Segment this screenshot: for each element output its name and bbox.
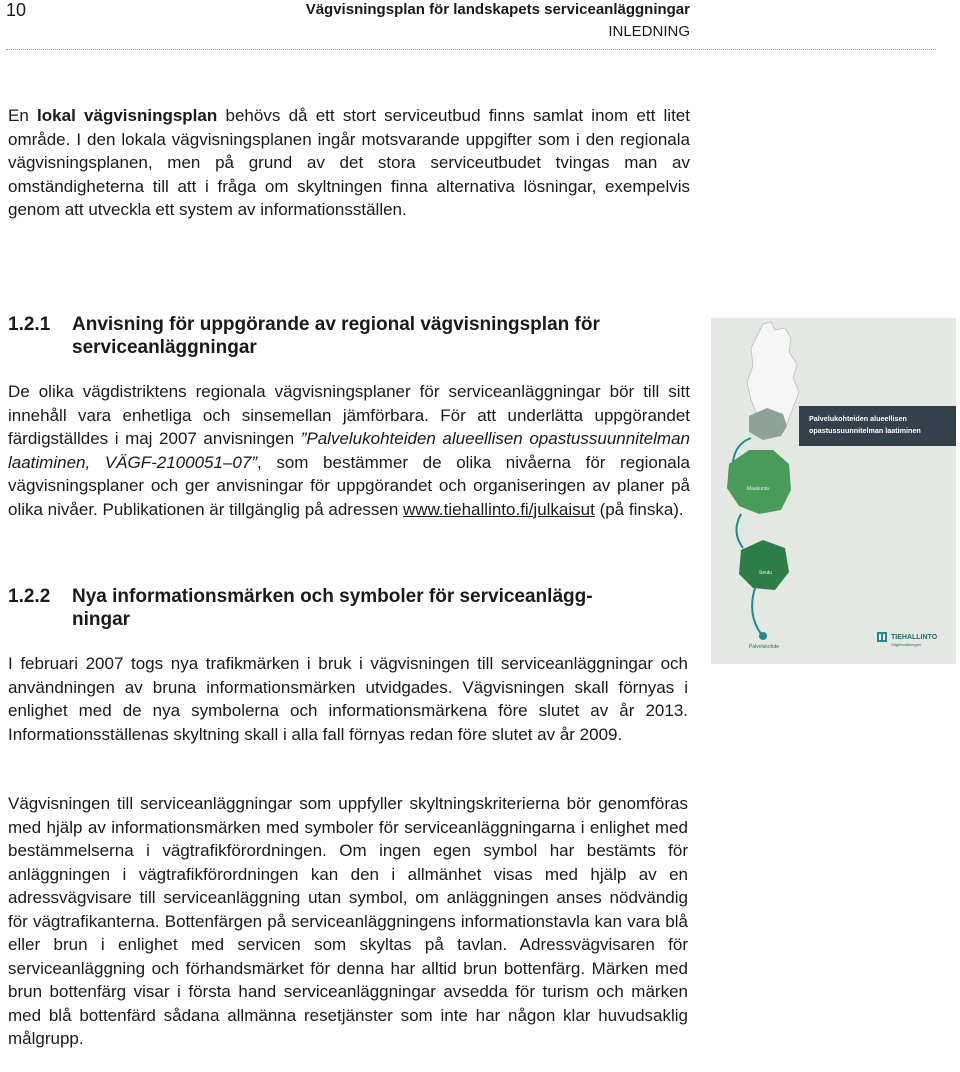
publication-title: ”Palvelukohteiden alueellisen opastussuunnitelman laatiminen, VÄGF-2100051–07” <box>8 429 690 472</box>
cover-title-line1: Palvelukohteiden alueellisen <box>809 414 907 423</box>
section-122-number: 1.2.2 <box>8 586 51 607</box>
section-121-title-line2: serviceanläggningar <box>72 337 257 358</box>
map-label-maakunta: Maakunta <box>747 486 769 492</box>
section-121-title-line1: Anvisning för uppgörande av regional vägvisningsplan för <box>72 314 600 335</box>
logo-subtext: Vägförvaltningen <box>891 642 922 647</box>
logo-text: TIEHALLINTO <box>891 634 938 641</box>
intro-paragraph <box>8 104 690 222</box>
section-121-number: 1.2.1 <box>8 314 51 335</box>
publication-cover-image <box>711 318 956 664</box>
section-121-paragraph <box>8 380 690 521</box>
section-121-text-mid: , som bestämmer de olika nivåerna för regionala vägvisningsplaner och ger anvisningar för uppgörandet och organiseringen av planer på olika nivåer. Publikationen är tillgänglig på adressen <box>8 452 690 519</box>
cover-title-line2: opastussuunnitelman laatiminen <box>809 426 921 435</box>
section-122-paragraph-1: I februari 2007 togs nya trafikmärken i bruk i vägvisningen till serviceanläggningar och användningen av bruna informationsmärken utvidgades. Vägvisningen skall förnyas i enlighet med de nya symbolerna och informationsmärkena före slutet av år 2013. Informationsställenas skyltning skall i alla fall förnyas redan före slutet av år 2009. <box>8 654 688 744</box>
cover-illustration <box>711 318 956 664</box>
section-122-title-line1: Nya informationsmärken och symboler för serviceanlägg- <box>72 586 593 607</box>
intro-bold-term: lokal vägvisningsplan <box>37 106 218 125</box>
section-121-text-pre: De olika vägdistriktens regionala vägvisningsplaner för serviceanläggningar bör till sitt innehåll vara enhetliga och sinsemellan jämförbara. För att underlätta uppgörandet färdigställdes i maj 2007 anvisningen <box>8 382 690 448</box>
running-header-section: INLEDNING <box>608 23 690 40</box>
map-label-seutu: Seutu <box>759 570 773 576</box>
section-121-heading <box>8 313 698 359</box>
section-122-heading <box>8 585 698 631</box>
page-number: 10 <box>6 0 27 20</box>
map-label-palvelukohde: Palvelukohde <box>749 644 780 650</box>
section-121-text-post: (på finska). <box>594 499 684 519</box>
intro-text-post: behövs då ett stort serviceutbud finns samlat inom ett litet område. I den lokala vägvisningsplanen ingår motsvarande uppgifter som i den regionala vägvisningsplanen, men på grund av det stora serviceutbudet tvingas man av omständigheterna till att i fråga om skyltningen finna alternativa lösningar, exempelvis genom att utveckla ett system av informationsställen. <box>8 106 690 219</box>
section-122-paragraph-2: Vägvisningen till serviceanläggningar som uppfyller skyltningskriterierna bör genomföras med hjälp av informationsmärken med symboler för serviceanläggningarna i enlighet med bestämmelserna i vägtrafikförordningen. Om ingen egen symbol har bestämts för anläggningen i vägtrafikförordningen kan den i allmänhet visas med hjälp av en adressvägvisare till serviceanläggning utan symbol, om anläggningen anses nödvändig för vägtrafikanterna. Bottenfärgen på serviceanläggningens informationstavla kan vara blå eller brun i enlighet med servicen som skyltas på tavlan. Adressvägvisaren för serviceanläggning och förhandsmärket för denna har alltid brun bottenfärg. Märken med brun bottenfärg visar i första hand serviceanläggningar avsedda för turism och märken med blå bottenfärd sådana allmänna resetjänster som inte har någon klar huvudsaklig målgrupp. <box>8 794 688 1048</box>
publication-link[interactable]: www.tiehallinto.fi/julkaisut <box>403 499 595 519</box>
location-dot <box>759 632 767 640</box>
intro-text-pre: En <box>8 106 38 125</box>
section-122-title-line2: ningar <box>72 609 131 630</box>
header-divider <box>6 49 936 50</box>
running-header-title: Vägvisningsplan för landskapets serviceanläggningar <box>305 1 690 18</box>
